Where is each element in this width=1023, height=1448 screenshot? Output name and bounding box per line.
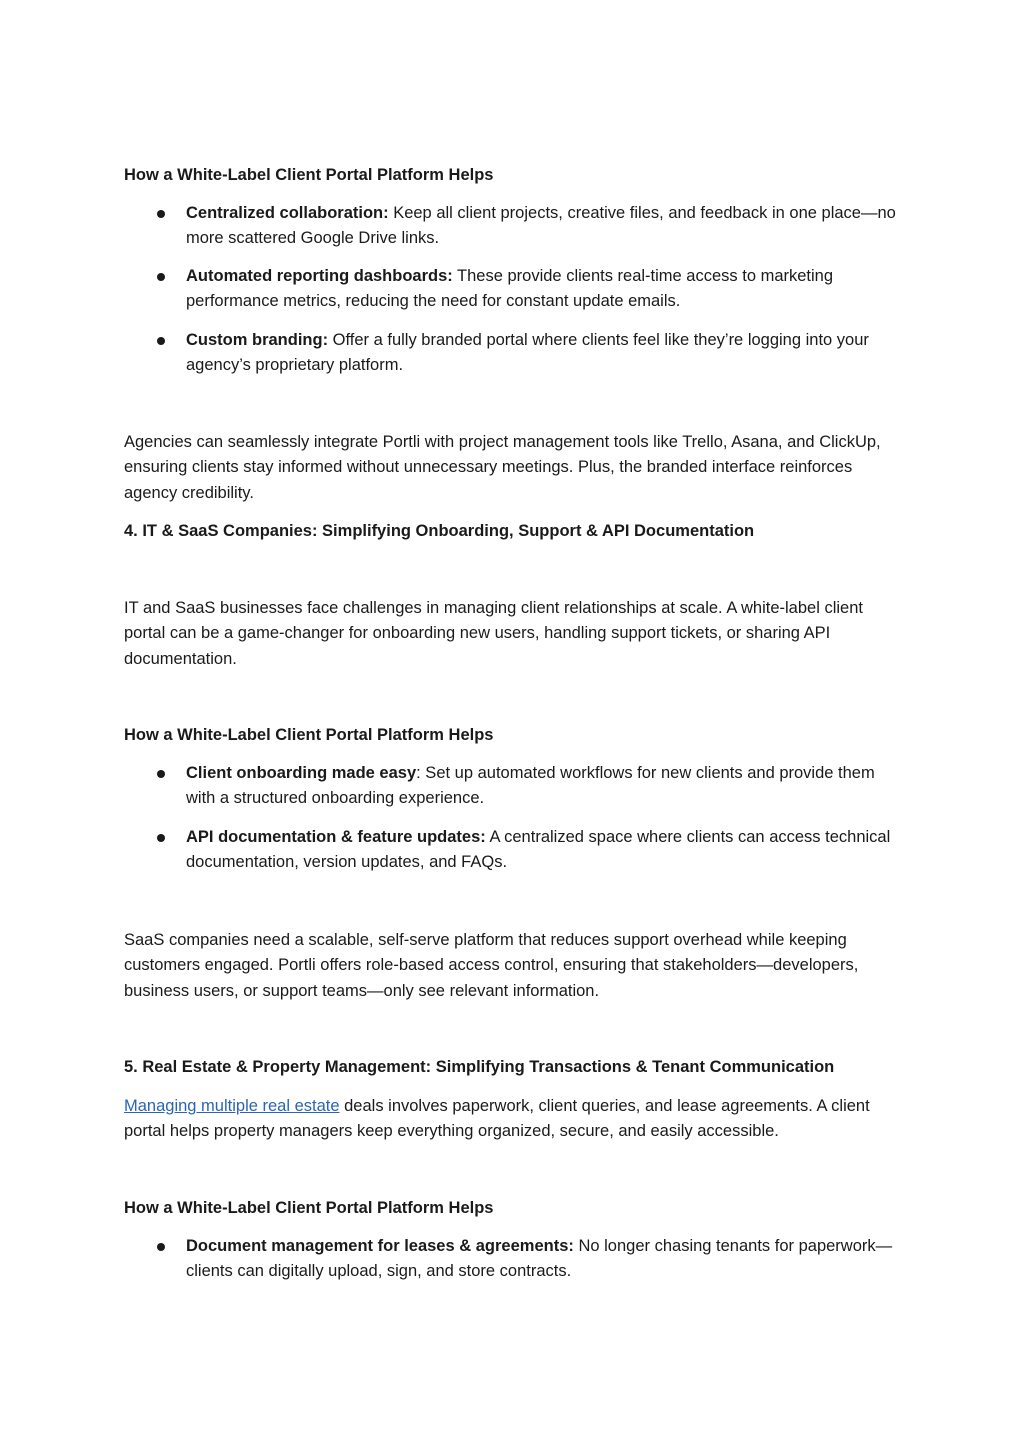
paragraph: Agencies can seamlessly integrate Portli with project management tools like Trello, Asana, and ClickUp, ensuring clients stay informed without unnecessary meetings. Plus, the branded interface reinforces agency credibility. [124, 433, 881, 502]
bullet-text: No longer chasing tenants for paperwork—clients can digitally upload, sign, and store contracts. [186, 1237, 893, 1281]
paragraph [124, 1094, 904, 1145]
bullet-label: Document management for leases & agreements: [186, 1237, 574, 1255]
bullet-icon [157, 273, 165, 281]
bullet-text: Keep all client projects, creative files, and feedback in one place—no more scattered Google Drive links. [186, 204, 896, 248]
bullet-label: Automated reporting dashboards: [186, 267, 453, 285]
section-heading: 5. Real Estate & Property Management: Simplifying Transactions & Tenant Communication [124, 1058, 835, 1076]
bullet-icon [157, 834, 165, 842]
helps-heading: How a White-Label Client Portal Platform Helps [124, 726, 494, 744]
bullet-label: Centralized collaboration: [186, 204, 389, 222]
list-item [186, 761, 906, 812]
list-item [186, 328, 906, 379]
bullet-icon [157, 770, 165, 778]
list-item [186, 264, 906, 315]
paragraph-text: deals involves paperwork, client queries, and lease agreements. A client portal helps property managers keep everything organized, secure, and easily accessible. [124, 1097, 870, 1141]
section-heading: 4. IT & SaaS Companies: Simplifying Onboarding, Support & API Documentation [124, 522, 755, 540]
bullet-text: : Set up automated workflows for new clients and provide them with a structured onboarding experience. [186, 764, 875, 808]
bullet-label: Custom branding: [186, 331, 329, 349]
paragraph: IT and SaaS businesses face challenges in managing client relationships at scale. A white-label client portal can be a game-changer for onboarding new users, handling support tickets, or sharing API documentation. [124, 599, 863, 668]
bullet-label: Client onboarding made easy [186, 764, 417, 782]
paragraph: SaaS companies need a scalable, self-serve platform that reduces support overhead while keeping customers engaged. Portli offers role-based access control, ensuring that stakeholders—developers, business users, or support teams—only see relevant information. [124, 931, 859, 1000]
list-item [186, 825, 906, 876]
bullet-text: Offer a fully branded portal where clients feel like they’re logging into your agency’s proprietary platform. [186, 331, 869, 375]
bullet-label: API documentation & feature updates: [186, 828, 486, 846]
bullet-icon [157, 1243, 165, 1251]
real-estate-link[interactable]: Managing multiple real estate [124, 1097, 340, 1115]
helps-heading: How a White-Label Client Portal Platform Helps [124, 1199, 494, 1217]
bullet-text: These provide clients real-time access to marketing performance metrics, reducing the need for constant update emails. [186, 267, 834, 311]
helps-heading: How a White-Label Client Portal Platform Helps [124, 166, 494, 184]
bullet-icon [157, 210, 165, 218]
bullet-icon [157, 337, 165, 345]
list-item [186, 1234, 906, 1285]
bullet-text: A centralized space where clients can access technical documentation, version updates, and FAQs. [186, 828, 891, 872]
list-item [186, 201, 906, 252]
